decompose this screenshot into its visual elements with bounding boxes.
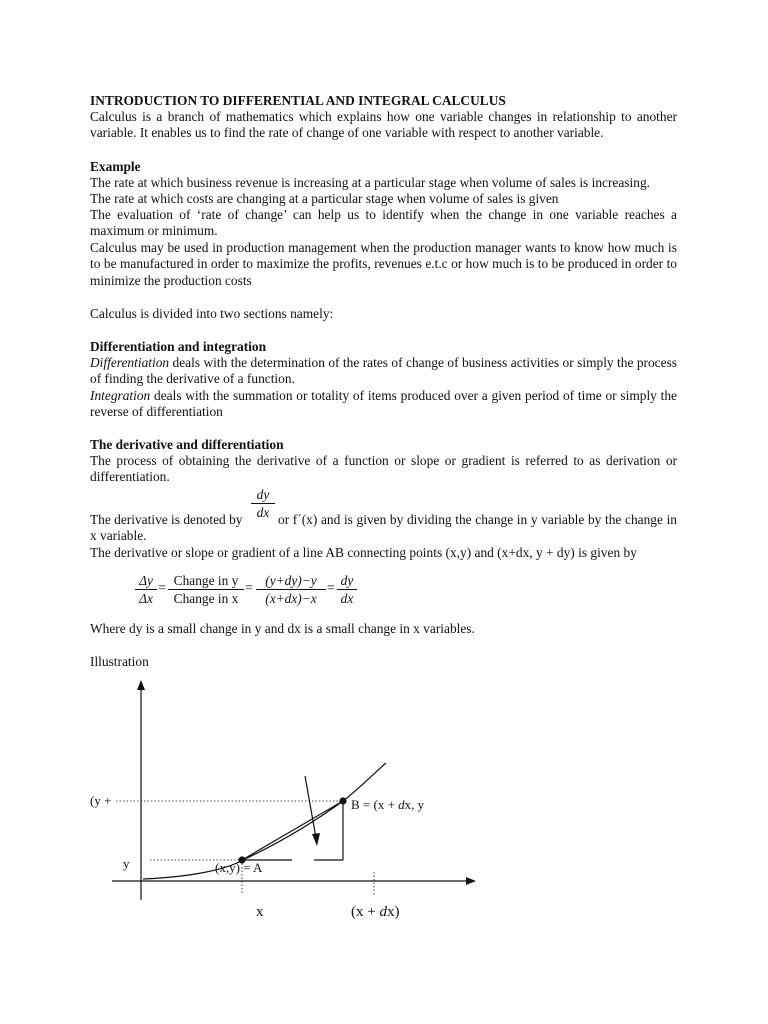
y-axis-label: y: [123, 856, 130, 871]
x-plus-dx-d: d: [379, 904, 387, 920]
integration-term: Integration: [90, 388, 151, 403]
rate-of-change-paragraph: The evaluation of ‘rate of change’ can help us to identify when the change in one variable reaches a maximum or minimum.: [90, 207, 677, 239]
point-b-label-pre: B = (x +: [351, 797, 399, 812]
differentiation-text: deals with the determination of the rates of change of business activities or simply the process of finding the derivative of a function.: [90, 355, 677, 387]
delta-y: Δy: [139, 573, 153, 588]
page-title: INTRODUCTION TO DIFFERENTIAL AND INTEGRAL CALCULUS: [90, 93, 506, 108]
equals-3: =: [327, 581, 335, 596]
equals-2: =: [245, 581, 253, 596]
fraction-denominator: dx: [256, 505, 270, 520]
integration-text: deals with the summation or totality of items produced over a given period of time or simply the reverse of differentiation: [90, 388, 677, 420]
increment-denominator: (x+dx)−x: [265, 591, 317, 606]
increment-numerator: (y+dy)−y: [265, 573, 317, 588]
point-b: [339, 797, 346, 804]
fraction-numerator: dy: [256, 487, 270, 502]
diff-int-heading: Differentiation and integration: [90, 339, 267, 354]
example-heading: Example: [90, 159, 141, 174]
result-dx: dx: [340, 591, 354, 606]
point-b-label-post: x, y: [404, 797, 425, 812]
denoted-by-text: The derivative is denoted by: [90, 512, 243, 527]
point-b-label-d: d: [398, 797, 405, 812]
where-line: Where dy is a small change in y and dx is a small change in x variables.: [90, 621, 475, 636]
example-line-revenue: The rate at which business revenue is increasing at a particular stage when volume of sales is increasing.: [90, 175, 650, 190]
slope-line-text: The derivative or slope or gradient of a line AB connecting points (x,y) and (x+dx, y + dy) is given by: [90, 545, 637, 560]
divided-line: Calculus is divided into two sections namely:: [90, 306, 334, 321]
x-plus-dx-pre: (x +: [351, 904, 380, 920]
y-plus-dy-label: (y +: [90, 793, 112, 808]
point-b-label: [351, 797, 425, 812]
x-plus-dx-post: x): [386, 904, 400, 920]
differentiation-term: Differentiation: [90, 355, 170, 370]
change-in-x: Change in x: [173, 591, 239, 606]
pointer-line: [305, 776, 316, 838]
y-axis-arrow-icon: [137, 680, 145, 690]
example-line-costs: The rate at which costs are changing at a particular stage when volume of sales is given: [90, 191, 559, 206]
point-a-label: (x,y) = A: [215, 860, 263, 875]
x-axis-arrow-icon: [466, 877, 476, 885]
equals-1: =: [158, 581, 166, 596]
intro-paragraph: Calculus is a branch of mathematics which explains how one variable changes in relationship to another variable. It enables us to find the rate of change of one variable with respect to another variable.: [90, 109, 677, 141]
pointer-arrow-icon: [312, 833, 320, 846]
derivative-heading: The derivative and differentiation: [90, 437, 284, 452]
change-in-y: Change in y: [173, 573, 239, 588]
illustration-label: Illustration: [90, 654, 149, 669]
x-plus-dx-label: [351, 904, 399, 920]
chord-ab: [242, 801, 343, 860]
production-paragraph: Calculus may be used in production management when the production manager wants to know how much is to be manufactured in order to maximize the profits, revenues e.t.c or how much is to be produced in order to minimize the production costs: [90, 240, 677, 288]
derivative-process-paragraph: The process of obtaining the derivative of a function or slope or gradient is referred to as derivation or differentiation.: [90, 453, 677, 485]
denoted-post-text: or f´(x) and is given by dividing the change in y variable by the change in x variable.: [90, 512, 677, 544]
result-dy: dy: [340, 573, 354, 588]
delta-x: Δx: [139, 591, 153, 606]
x-label: x: [256, 904, 264, 920]
function-curve: [143, 763, 386, 879]
